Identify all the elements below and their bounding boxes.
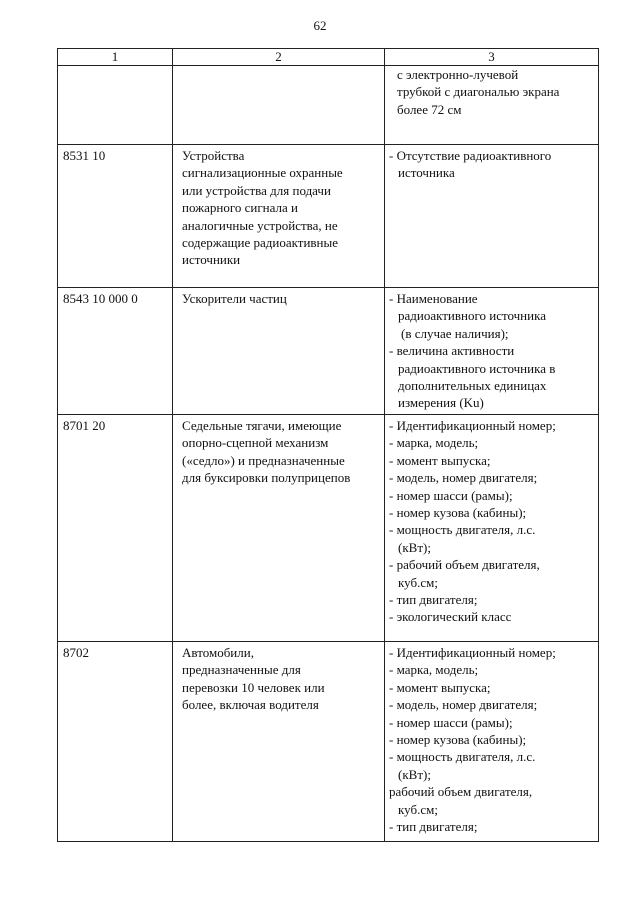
attribute-line: - тип двигателя;	[389, 592, 478, 608]
description-line: сигнализационные охранные	[182, 165, 343, 181]
attribute-line: (в случае наличия);	[401, 325, 509, 341]
column-header-3: 3	[385, 49, 599, 66]
description-line: предназначенные для	[182, 662, 301, 678]
column-header-2: 2	[173, 49, 385, 66]
attribute-line: (кВт);	[398, 539, 431, 555]
description-cell	[173, 288, 385, 415]
attribute-line: - экологический класс	[389, 609, 512, 625]
attribute-line: - номер кузова (кабины);	[389, 732, 527, 748]
attribute-line: дополнительных единицах	[398, 378, 547, 394]
description-line: Ускорители частиц	[182, 291, 287, 306]
hs-code-cell: 8543 10 000 0	[58, 288, 173, 415]
description-line: («седло») и предназначенные	[182, 452, 345, 468]
hs-code-cell: 8531 10	[58, 145, 173, 288]
attribute-line: - Отсутствие радиоактивного	[389, 148, 552, 163]
attribute-line: - Наименование	[389, 291, 478, 306]
attribute-line: - тип двигателя;	[389, 819, 478, 835]
continuation-row	[58, 66, 599, 145]
description-line: источники	[182, 252, 241, 268]
hs-code-cell: 8701 20	[58, 415, 173, 642]
attribute-line: измерения (Ku)	[398, 395, 484, 411]
description-line: содержащие радиоактивные	[182, 235, 339, 251]
attribute-line: рабочий объем двигателя,	[389, 784, 533, 800]
attribute-line: - рабочий объем двигателя,	[389, 557, 540, 573]
table-row	[58, 288, 599, 415]
description-line: опорно-сцепной механизм	[182, 435, 329, 451]
table-row	[58, 145, 599, 288]
attribute-line: - номер кузова (кабины);	[389, 505, 527, 521]
continuation-description-cell	[173, 66, 385, 145]
header-row	[58, 49, 599, 66]
description-cell	[173, 642, 385, 842]
attribute-line: - Идентификационный номер;	[389, 645, 556, 660]
attribute-line: радиоактивного источника	[398, 308, 546, 324]
attribute-line: радиоактивного источника в	[398, 360, 556, 376]
description-line: для буксировки полуприцепов	[182, 470, 351, 486]
description-line: Устройства	[182, 148, 245, 163]
attribute-line: - номер шасси (рамы);	[389, 487, 513, 503]
attribute-line: - модель, номер двигателя;	[389, 470, 538, 486]
attributes-cell	[385, 415, 599, 642]
description-line: Седельные тягачи, имеющие	[182, 418, 342, 433]
description-line: более, включая водителя	[182, 697, 319, 713]
attribute-line: - момент выпуска;	[389, 679, 491, 695]
attribute-line: - мощность двигателя, л.с.	[389, 749, 536, 765]
description-line: пожарного сигнала и	[182, 200, 298, 216]
attribute-line: - мощность двигателя, л.с.	[389, 522, 536, 538]
attributes-cell	[385, 145, 599, 288]
continuation-code-cell	[58, 66, 173, 145]
description-line: Автомобили,	[182, 645, 254, 660]
continuation-line: более 72 см	[397, 101, 462, 117]
description-cell	[173, 145, 385, 288]
attribute-line: (кВт);	[398, 766, 431, 782]
attributes-cell	[385, 642, 599, 842]
classification-table	[57, 48, 599, 842]
table-row	[58, 415, 599, 642]
continuation-attributes-cell	[385, 66, 599, 145]
attribute-line: - марка, модель;	[389, 435, 479, 451]
table-row	[58, 642, 599, 842]
description-line: или устройства для подачи	[182, 182, 331, 198]
attribute-line: куб.см;	[398, 574, 438, 590]
attribute-line: - номер шасси (рамы);	[389, 714, 513, 730]
continuation-line: с электронно-лучевой	[397, 67, 519, 82]
attribute-line: - марка, модель;	[389, 662, 479, 678]
column-header-1: 1	[58, 49, 173, 66]
attribute-line: - величина активности	[389, 343, 515, 359]
description-line: перевозки 10 человек или	[182, 679, 325, 695]
hs-code-cell: 8702	[58, 642, 173, 842]
continuation-line: трубкой с диагональю экрана	[397, 84, 560, 100]
attribute-line: - Идентификационный номер;	[389, 418, 556, 433]
attribute-line: - модель, номер двигателя;	[389, 697, 538, 713]
attribute-line: источника	[398, 165, 455, 181]
page-number: 62	[313, 18, 327, 33]
attribute-line: - момент выпуска;	[389, 452, 491, 468]
attribute-line: куб.см;	[398, 801, 438, 817]
attributes-cell	[385, 288, 599, 415]
description-line: аналогичные устройства, не	[182, 217, 338, 233]
description-cell	[173, 415, 385, 642]
